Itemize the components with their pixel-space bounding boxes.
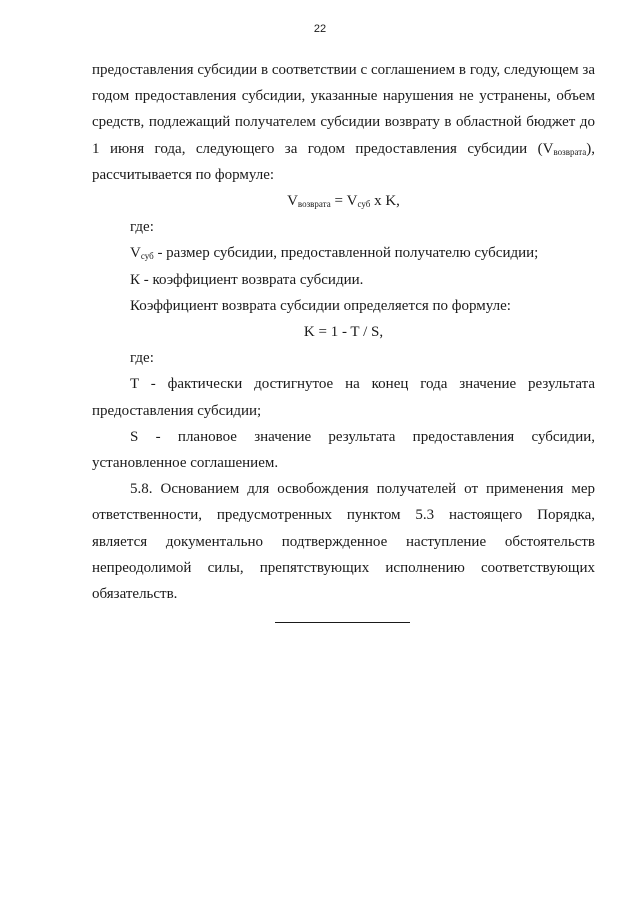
definition-t: T - фактически достигнутое на конец года значение результата предоставления субсидии; xyxy=(92,376,595,419)
coefficient-intro: Коэффициент возврата субсидии определяется по формуле: xyxy=(130,297,511,314)
definition-symbol: V xyxy=(130,245,141,262)
end-separator-line xyxy=(275,622,410,623)
page-number: 22 xyxy=(313,23,327,35)
definition-s: S - плановое значение результата предоставления субсидии, установленное соглашением. xyxy=(92,428,595,472)
formula-refund xyxy=(92,188,595,214)
where-label: где: xyxy=(130,350,154,367)
paragraph-refund-volume xyxy=(92,57,595,188)
formula-coefficient: K = 1 - T / S, xyxy=(303,324,384,341)
definition-text: - размер субсидии, предоставленной получателю субсидии; xyxy=(153,245,539,262)
paragraph-text: предоставления субсидии в соответствии с соглашением в году, следующем за годом предоставления субсидии, указанные нарушения не устранены, объем средств, подлежащий получателем субсидии возврату в областной бюджет до 1 июня года, следующего за годом предоставления субсидии (V xyxy=(92,62,595,157)
definition-vsub xyxy=(92,240,595,266)
definition-subscript: суб xyxy=(140,251,154,262)
subscript-text: возврата xyxy=(553,146,587,157)
formula-lhs-subscript: возврата xyxy=(297,199,331,210)
definition-k: К - коэффициент возврата субсидии. xyxy=(130,271,364,288)
document-body xyxy=(92,57,595,607)
formula-mid: = V xyxy=(330,193,358,210)
formula-rhs: x K, xyxy=(370,193,400,210)
paragraph-tail: ), рассчитывается по формуле: xyxy=(92,140,595,183)
where-label: где: xyxy=(130,219,154,236)
formula-mid-subscript: суб xyxy=(357,199,371,210)
paragraph-5-8: 5.8. Основанием для освобождения получателей от применения мер ответственности, предусмотренных пунктом 5.3 настоящего Порядка, является документально подтвержденное наступление обстоятельств непреодолимой силы, препятствующих исполнению соответствующих обязательств. xyxy=(92,481,595,603)
formula-lhs: V xyxy=(287,193,298,210)
